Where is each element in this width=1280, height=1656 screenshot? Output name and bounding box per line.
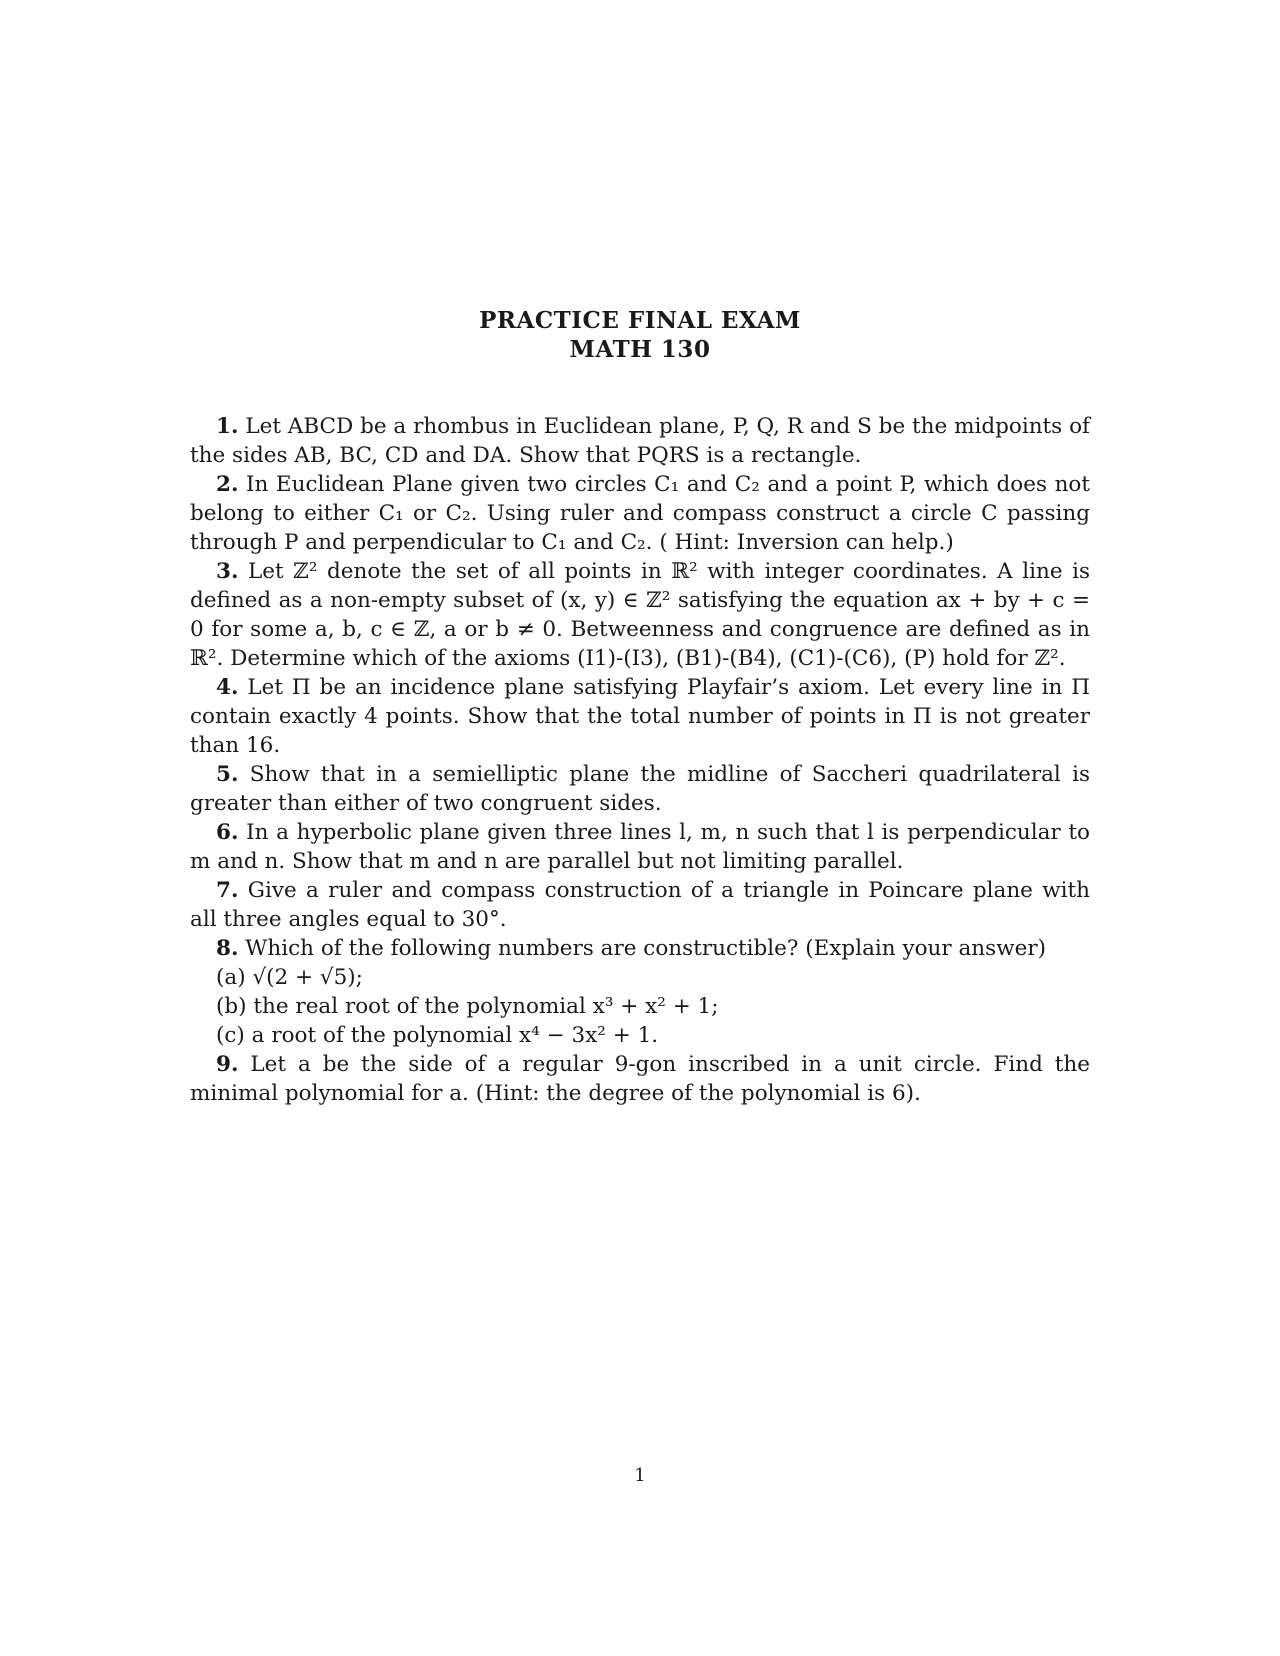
problem-number: 3.: [216, 559, 239, 584]
problem-text: In a hyperbolic plane given three lines l, m, n such that l is perpendicular to m and n. Show that m and n are parallel but not limiting parallel.: [190, 820, 1090, 874]
subpart-c: [190, 1021, 1090, 1050]
problem-4: [190, 673, 1090, 760]
problem-number: 8.: [216, 936, 239, 961]
problem-9: [190, 1050, 1090, 1108]
problem-number: 5.: [216, 762, 239, 787]
course-title: MATH 130: [569, 336, 711, 363]
subpart-b: [190, 992, 1090, 1021]
problem-text: Let ℤ² denote the set of all points in ℝ² with integer coordinates. A line is defined as a non-empty subset of (x, y) ∈ ℤ² satisfying the equation ax + by + c = 0 for some a, b, c ∈ ℤ, a or b ≠ 0. Betweenness and congruence are defined as in ℝ². Determine which of the axioms (I1)-(I3), (B1)-(B4), (C1)-(C6), (P) hold for ℤ².: [190, 559, 1090, 671]
problem-text: Show that in a semielliptic plane the midline of Saccheri quadrilateral is greater than either of two congruent sides.: [190, 762, 1090, 816]
subpart-text: √(2 + √5);: [252, 965, 363, 990]
problem-number: 7.: [216, 878, 239, 903]
subpart-text: a root of the polynomial x⁴ − 3x² + 1.: [251, 1023, 659, 1048]
problem-text: Let Π be an incidence plane satisfying Playfair’s axiom. Let every line in Π contain exactly 4 points. Show that the total number of points in Π is not greater than 16.: [190, 675, 1090, 758]
subpart-a: [190, 963, 1090, 992]
problem-text: In Euclidean Plane given two circles C₁ and C₂ and a point P, which does not belong to either C₁ or C₂. Using ruler and compass construct a circle C passing through P and perpendicular to C₁ and C₂. ( Hint: Inversion can help.): [190, 472, 1090, 555]
subpart-text: the real root of the polynomial x³ + x² + 1;: [253, 994, 719, 1019]
problem-number: 9.: [216, 1052, 239, 1077]
problem-text: Let ABCD be a rhombus in Euclidean plane, P, Q, R and S be the midpoints of the sides AB, BC, CD and DA. Show that PQRS is a rectangle.: [190, 414, 1090, 468]
page-number: 1: [634, 1465, 646, 1486]
subpart-label: (a): [216, 965, 246, 990]
problem-6: [190, 818, 1090, 876]
problem-7: [190, 876, 1090, 934]
problem-text: Let a be the side of a regular 9-gon inscribed in a unit circle. Find the minimal polynomial for a. (Hint: the degree of the polynomial is 6).: [190, 1052, 1090, 1106]
problem-text: Which of the following numbers are constructible? (Explain your answer): [245, 936, 1046, 961]
problem-number: 2.: [216, 472, 239, 497]
problem-3: [190, 557, 1090, 673]
problem-1: [190, 412, 1090, 470]
problem-number: 1.: [216, 414, 239, 439]
subpart-label: (b): [216, 994, 247, 1019]
exam-title: PRACTICE FINAL EXAM: [479, 307, 801, 334]
problem-8: [190, 934, 1090, 963]
subpart-label: (c): [216, 1023, 245, 1048]
problem-text: Give a ruler and compass construction of a triangle in Poincare plane with all three angles equal to 30°.: [190, 878, 1090, 932]
problem-5: [190, 760, 1090, 818]
problem-list: [190, 412, 1090, 1108]
problem-number: 4.: [216, 675, 239, 700]
problem-2: [190, 470, 1090, 557]
problem-number: 6.: [216, 820, 239, 845]
title-block: [0, 306, 1280, 364]
